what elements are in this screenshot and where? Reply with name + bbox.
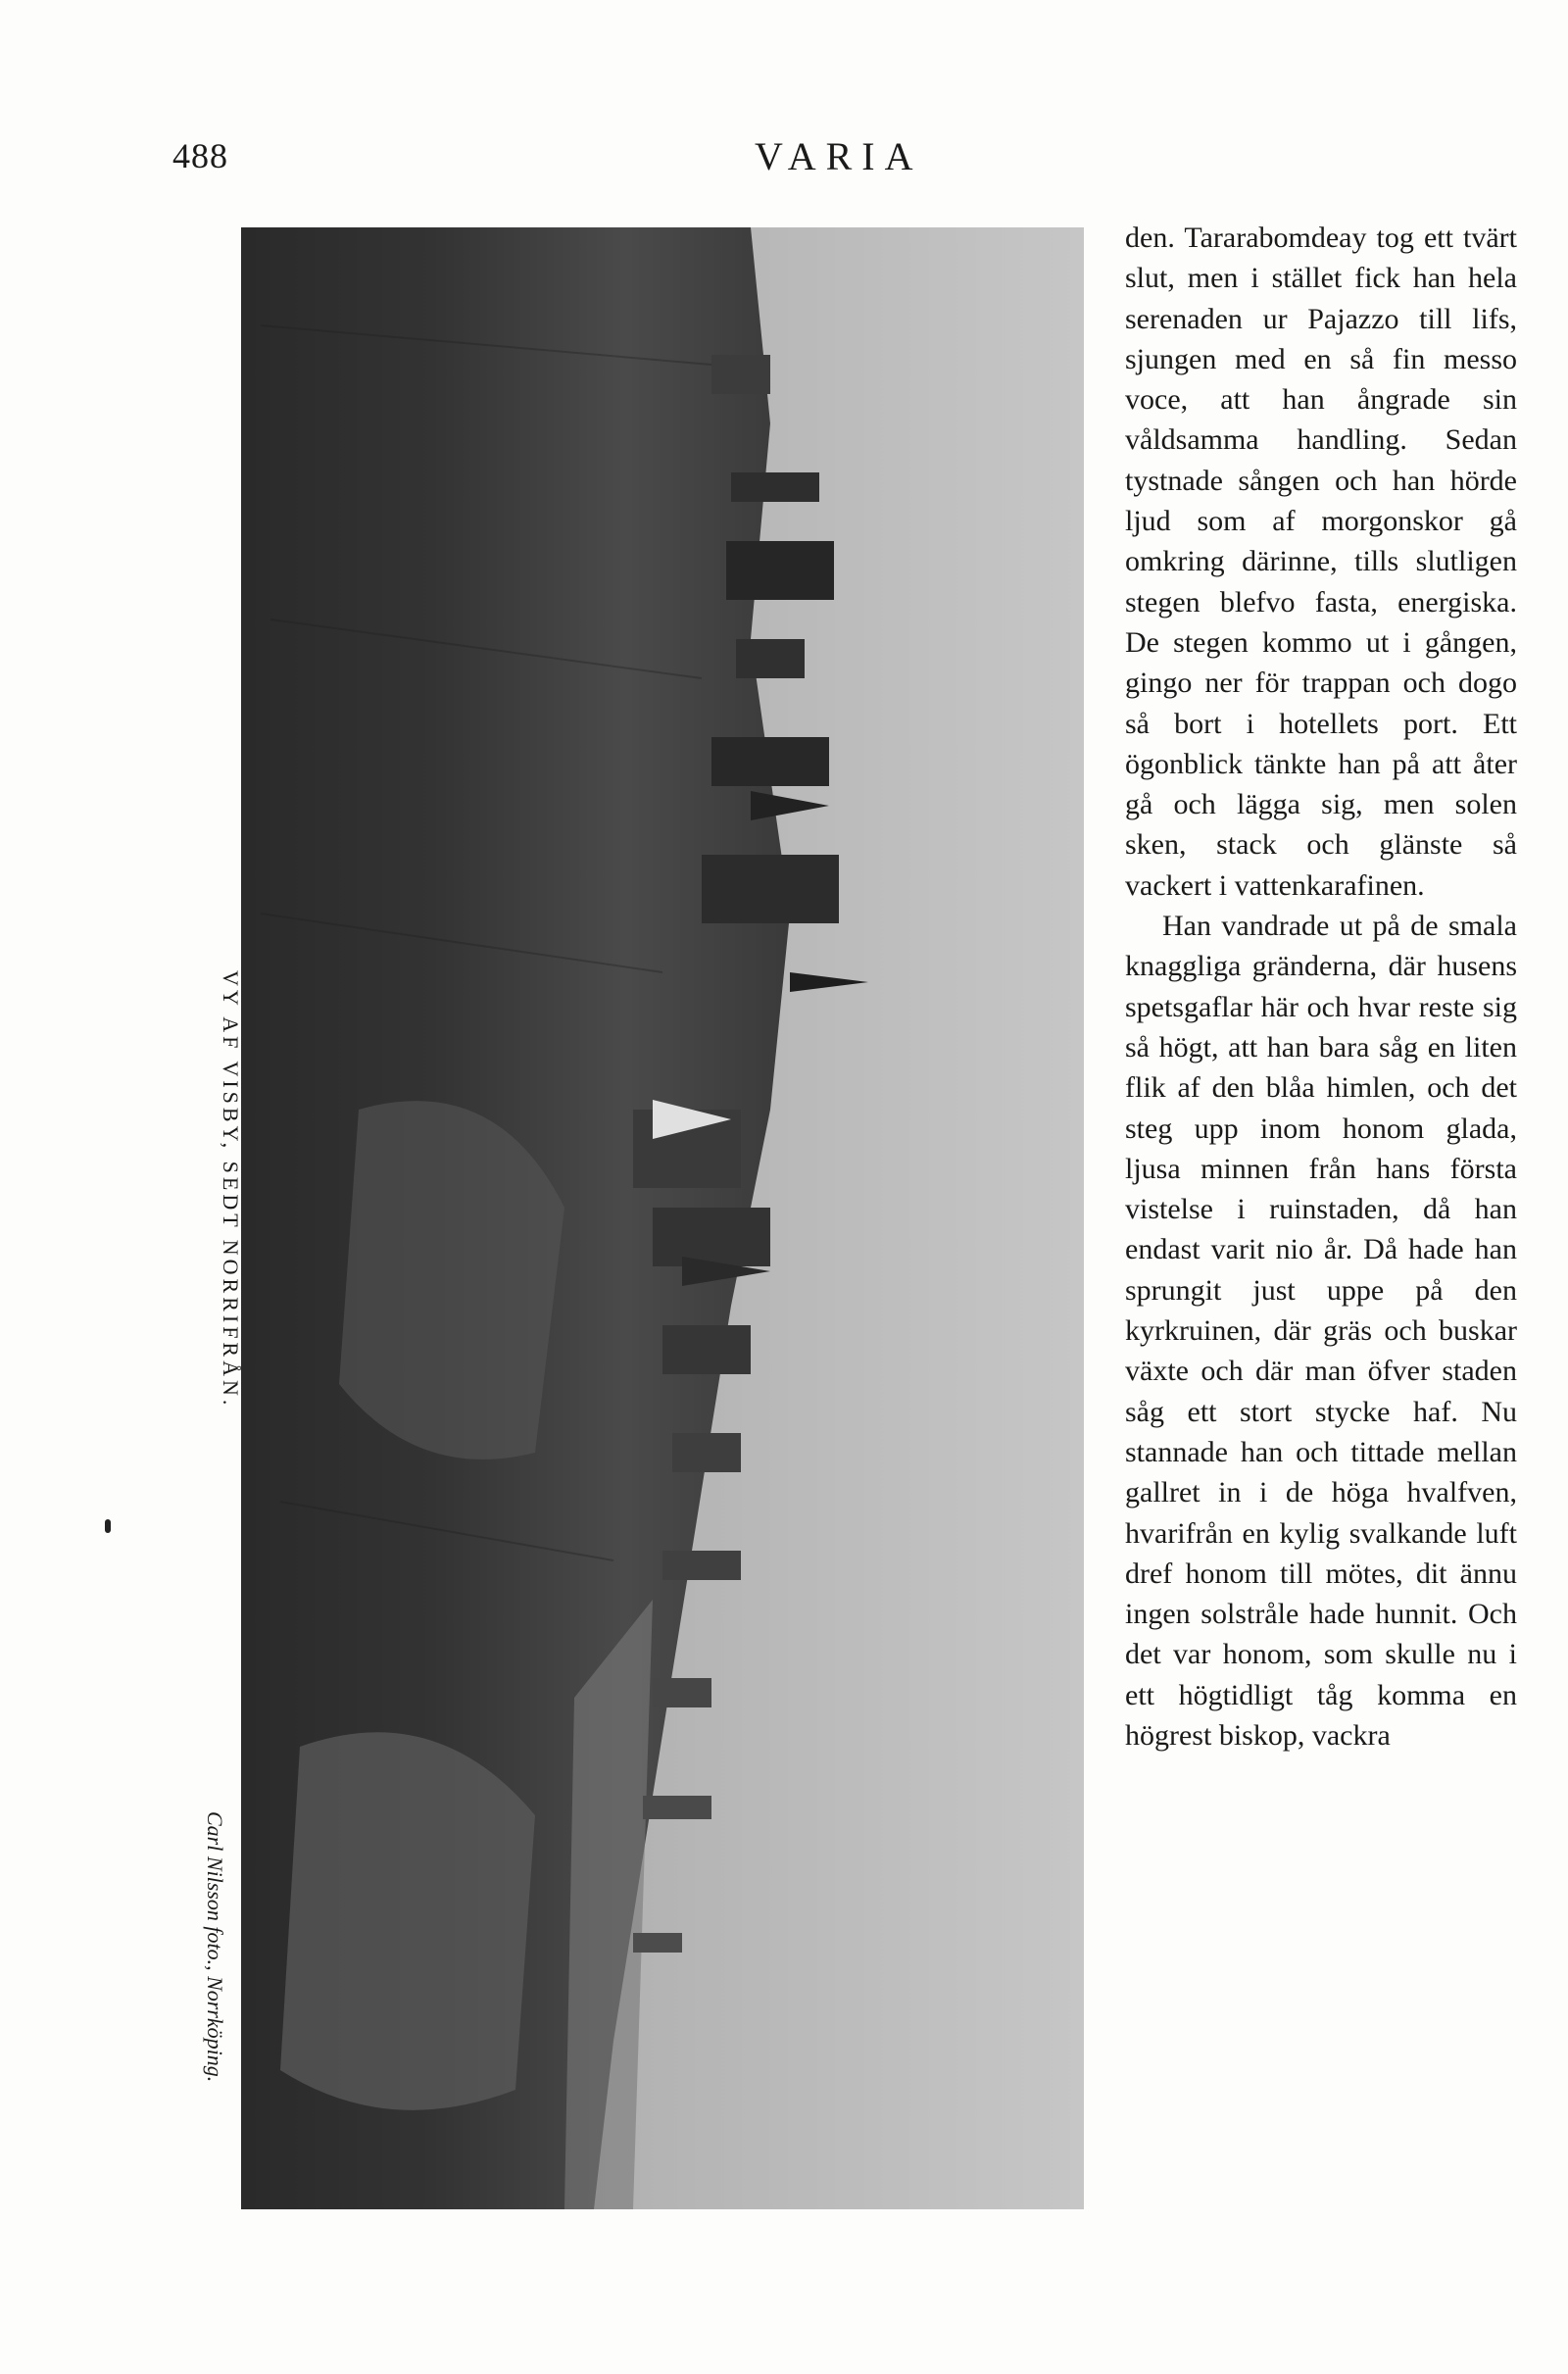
stray-mark bbox=[105, 1519, 111, 1533]
photo-credit: Carl Nilsson foto., Norrköping. bbox=[203, 1811, 227, 2083]
photograph-visby bbox=[241, 227, 1084, 2209]
text-column bbox=[1125, 218, 1517, 1756]
running-head: VARIA bbox=[755, 134, 923, 178]
figure-caption: VY AF VISBY, SEDT NORRIFRÅN. bbox=[219, 970, 243, 1410]
paragraph-1: den. Tararabomdeay tog ett tvärt slut, men i stället fick han hela serenaden ur Pajazzo till lifs, sjungen med en så fin messo voce, att han ångrade sin våldsamma handling. Sedan tystnade sången och han hörde ljud som af morgonskor gå omkring därinne, tills slutligen stegen blefvo fasta, energiska. De stegen kommo ut i gången, gingo ner för trappan och dogo så bort i hotellets port. Ett ögonblick tänkte han på att åter gå och lägga sig, men solen sken, stack och glänste så vackert i vattenkarafinen. bbox=[1125, 222, 1517, 902]
page-number: 488 bbox=[172, 136, 228, 175]
paragraph-2: Han vandrade ut på de smala knaggliga gränderna, där husens spetsgaflar här och hvar reste sig så högt, att han bara såg en liten flik af den blåa himlen, och det steg upp inom honom glada, ljusa minnen från hans första vistelse i ruinstaden, då han endast varit nio år. Då hade han sprungit just uppe på den kyrkruinen, där gräs och buskar växte och där man öfver staden såg ett stort stycke haf. Nu stannade han och tittade mellan gallret in i de höga hvalfven, hvarifrån en kylig svalkande luft dref honom till mötes, dit ännu ingen solstråle hade hunnit. Och det var honom, som skulle nu i ett högtidligt tåg komma en högrest biskop, vackra bbox=[1125, 910, 1517, 1752]
